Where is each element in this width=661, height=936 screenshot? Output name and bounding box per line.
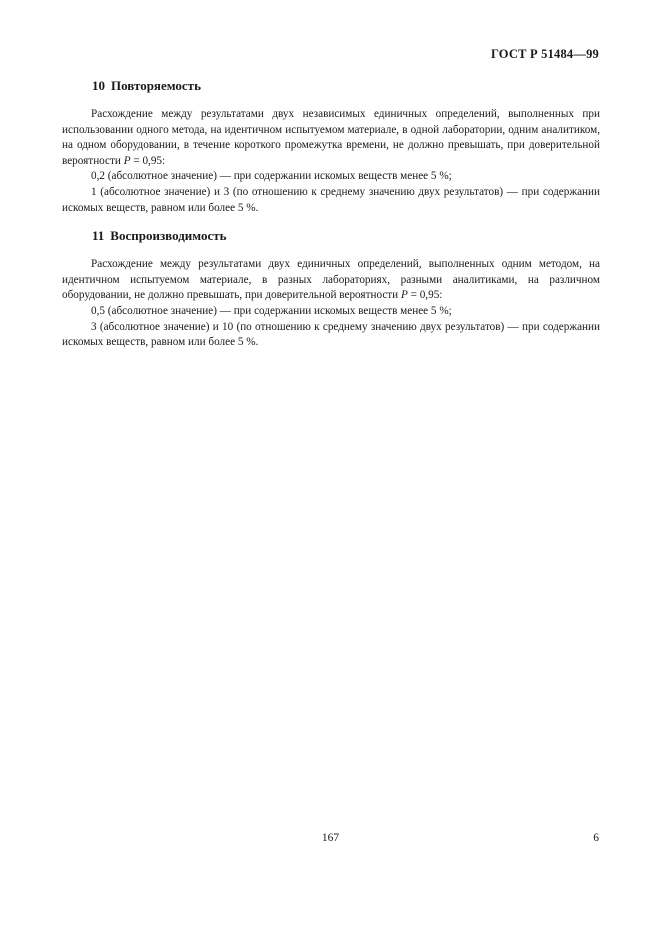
paragraph: Расхождение между результатами двух единичных определений, выполненных одним методом, на идентичном испытуемом материале, в разных лабораториях, разными аналитиками, на различном оборудовании, не должно превышать, при доверительной вероятности P = 0,95: [62, 258, 600, 302]
page-number: 167 [321, 832, 340, 844]
section-repeatability [62, 78, 600, 216]
section-title: Воспроизводимость [110, 228, 227, 244]
paragraph: 1 (абсолютное значение) и 3 (по отношению к среднему значению двух результатов) — при содержании искомых веществ, равном или более 5 %. [62, 185, 600, 214]
section-reproducibility [62, 228, 600, 351]
document-body [62, 78, 600, 363]
paragraph: 3 (абсолютное значение) и 10 (по отношению к среднему значению двух результатов) — при содержании искомых веществ, равном или более 5 %. [62, 320, 600, 349]
section-heading [62, 78, 600, 94]
paragraph: 0,5 (абсолютное значение) — при содержании искомых веществ менее 5 %; [91, 304, 452, 317]
section-number: 10 [92, 78, 105, 93]
section-heading [62, 228, 600, 244]
paragraph: 0,2 (абсолютное значение) — при содержании искомых веществ менее 5 %; [91, 170, 452, 183]
section-number: 11 [92, 228, 105, 244]
document-code: ГОСТ Р 51484—99 [490, 47, 599, 61]
sheet-number: 6 [593, 832, 599, 844]
paragraph: Расхождение между результатами двух независимых единичных определений, выполненных при использовании одного метода, на идентичном испытуемом материале, в одной лаборатории, одним аналитиком, на одном оборудовании, в течение короткого промежутка времени, не должно превышать, при доверительной вероятности P = 0,95: [62, 108, 600, 167]
section-title: Повторяемость [111, 78, 201, 93]
